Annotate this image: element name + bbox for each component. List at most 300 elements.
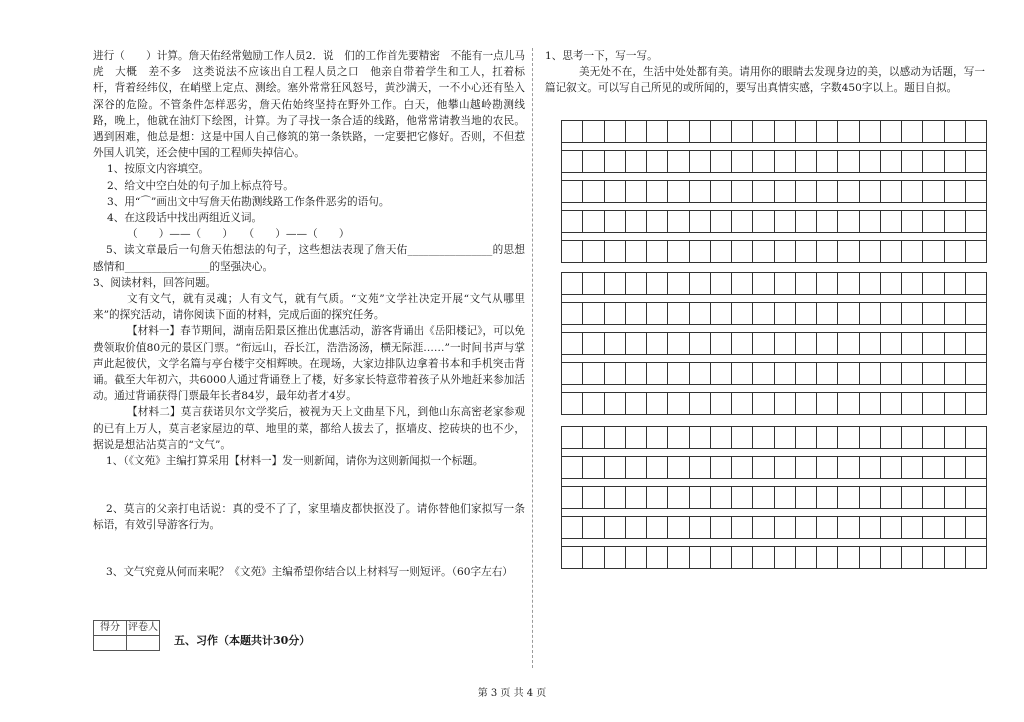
grid-cell[interactable] bbox=[881, 241, 902, 263]
grid-cell[interactable] bbox=[690, 457, 711, 479]
grid-cell[interactable] bbox=[562, 393, 583, 415]
grid-cell[interactable] bbox=[647, 303, 668, 325]
grid-cell[interactable] bbox=[562, 517, 583, 539]
grid-cell[interactable] bbox=[753, 273, 774, 295]
grid-cell[interactable] bbox=[583, 211, 604, 233]
grid-cell[interactable] bbox=[860, 427, 881, 449]
grid-cell[interactable] bbox=[753, 333, 774, 355]
grid-cell[interactable] bbox=[626, 181, 647, 203]
grid-cell[interactable] bbox=[647, 151, 668, 173]
grid-cell[interactable] bbox=[562, 457, 583, 479]
grid-cell[interactable] bbox=[605, 427, 626, 449]
grid-cell[interactable] bbox=[817, 333, 838, 355]
grid-cell[interactable] bbox=[923, 457, 944, 479]
grid-cell[interactable] bbox=[860, 547, 881, 569]
grid-cell[interactable] bbox=[902, 241, 923, 263]
grid-cell[interactable] bbox=[711, 517, 732, 539]
writing-grid[interactable] bbox=[561, 120, 987, 263]
grid-cell[interactable] bbox=[668, 393, 689, 415]
grid-cell[interactable] bbox=[647, 121, 668, 143]
grid-cell[interactable] bbox=[690, 273, 711, 295]
grid-cell[interactable] bbox=[923, 303, 944, 325]
grid-cell[interactable] bbox=[753, 151, 774, 173]
grid-cell[interactable] bbox=[711, 181, 732, 203]
grid-cell[interactable] bbox=[668, 363, 689, 385]
grid-cell[interactable] bbox=[583, 151, 604, 173]
grid-cell[interactable] bbox=[838, 151, 859, 173]
grid-cell[interactable] bbox=[647, 517, 668, 539]
grid-cell[interactable] bbox=[583, 303, 604, 325]
grid-cell[interactable] bbox=[860, 393, 881, 415]
grid-cell[interactable] bbox=[945, 333, 966, 355]
grid-cell[interactable] bbox=[945, 181, 966, 203]
grid-cell[interactable] bbox=[647, 181, 668, 203]
grid-cell[interactable] bbox=[860, 487, 881, 509]
grid-cell[interactable] bbox=[945, 427, 966, 449]
grid-cell[interactable] bbox=[775, 211, 796, 233]
grid-cell[interactable] bbox=[668, 517, 689, 539]
grid-cell[interactable] bbox=[945, 241, 966, 263]
grid-cell[interactable] bbox=[583, 273, 604, 295]
grid-cell[interactable] bbox=[796, 393, 817, 415]
grid-cell[interactable] bbox=[562, 181, 583, 203]
grid-cell[interactable] bbox=[753, 303, 774, 325]
grid-cell[interactable] bbox=[796, 487, 817, 509]
grid-cell[interactable] bbox=[583, 487, 604, 509]
grid-cell[interactable] bbox=[562, 273, 583, 295]
grid-cell[interactable] bbox=[690, 363, 711, 385]
grid-cell[interactable] bbox=[605, 393, 626, 415]
grid-cell[interactable] bbox=[626, 547, 647, 569]
grid-cell[interactable] bbox=[923, 121, 944, 143]
grid-cell[interactable] bbox=[668, 211, 689, 233]
grid-cell[interactable] bbox=[945, 547, 966, 569]
grid-cell[interactable] bbox=[796, 151, 817, 173]
grid-cell[interactable] bbox=[690, 547, 711, 569]
grid-cell[interactable] bbox=[732, 427, 753, 449]
writing-grid[interactable] bbox=[561, 272, 987, 415]
grid-cell[interactable] bbox=[668, 121, 689, 143]
grid-cell[interactable] bbox=[796, 363, 817, 385]
grid-cell[interactable] bbox=[945, 363, 966, 385]
grid-cell[interactable] bbox=[796, 273, 817, 295]
grid-cell[interactable] bbox=[817, 181, 838, 203]
grid-cell[interactable] bbox=[732, 151, 753, 173]
grid-cell[interactable] bbox=[605, 517, 626, 539]
grid-cell[interactable] bbox=[860, 273, 881, 295]
grid-cell[interactable] bbox=[711, 211, 732, 233]
grid-cell[interactable] bbox=[583, 363, 604, 385]
grid-cell[interactable] bbox=[881, 151, 902, 173]
grid-cell[interactable] bbox=[796, 211, 817, 233]
grid-cell[interactable] bbox=[732, 181, 753, 203]
grid-cell[interactable] bbox=[562, 241, 583, 263]
grid-cell[interactable] bbox=[605, 333, 626, 355]
grid-cell[interactable] bbox=[626, 303, 647, 325]
grid-cell[interactable] bbox=[817, 241, 838, 263]
grid-cell[interactable] bbox=[753, 211, 774, 233]
grid-cell[interactable] bbox=[966, 273, 987, 295]
grid-cell[interactable] bbox=[605, 363, 626, 385]
grid-cell[interactable] bbox=[796, 457, 817, 479]
grid-cell[interactable] bbox=[626, 273, 647, 295]
grid-cell[interactable] bbox=[945, 273, 966, 295]
grid-cell[interactable] bbox=[838, 363, 859, 385]
grid-cell[interactable] bbox=[966, 457, 987, 479]
grid-cell[interactable] bbox=[945, 303, 966, 325]
grid-cell[interactable] bbox=[775, 363, 796, 385]
grid-cell[interactable] bbox=[902, 303, 923, 325]
grid-cell[interactable] bbox=[668, 151, 689, 173]
grid-cell[interactable] bbox=[690, 151, 711, 173]
grid-cell[interactable] bbox=[647, 547, 668, 569]
grid-cell[interactable] bbox=[796, 121, 817, 143]
grid-cell[interactable] bbox=[817, 121, 838, 143]
grid-cell[interactable] bbox=[817, 427, 838, 449]
grid-cell[interactable] bbox=[796, 181, 817, 203]
grid-cell[interactable] bbox=[838, 517, 859, 539]
grid-cell[interactable] bbox=[775, 241, 796, 263]
grid-cell[interactable] bbox=[902, 487, 923, 509]
grid-cell[interactable] bbox=[775, 151, 796, 173]
grid-cell[interactable] bbox=[732, 273, 753, 295]
grid-cell[interactable] bbox=[817, 487, 838, 509]
grid-cell[interactable] bbox=[838, 181, 859, 203]
grid-cell[interactable] bbox=[690, 211, 711, 233]
grid-cell[interactable] bbox=[732, 517, 753, 539]
grid-cell[interactable] bbox=[923, 363, 944, 385]
grid-cell[interactable] bbox=[605, 121, 626, 143]
grid-cell[interactable] bbox=[923, 393, 944, 415]
grid-cell[interactable] bbox=[583, 333, 604, 355]
grid-cell[interactable] bbox=[583, 393, 604, 415]
grid-cell[interactable] bbox=[860, 181, 881, 203]
grid-cell[interactable] bbox=[605, 181, 626, 203]
grid-cell[interactable] bbox=[966, 547, 987, 569]
grid-cell[interactable] bbox=[605, 241, 626, 263]
grid-cell[interactable] bbox=[902, 517, 923, 539]
grid-cell[interactable] bbox=[583, 427, 604, 449]
grid-cell[interactable] bbox=[966, 151, 987, 173]
grid-cell[interactable] bbox=[583, 547, 604, 569]
grid-cell[interactable] bbox=[711, 273, 732, 295]
grid-cell[interactable] bbox=[966, 121, 987, 143]
grid-cell[interactable] bbox=[732, 363, 753, 385]
grid-cell[interactable] bbox=[562, 427, 583, 449]
grid-cell[interactable] bbox=[732, 393, 753, 415]
grid-cell[interactable] bbox=[605, 211, 626, 233]
grid-cell[interactable] bbox=[817, 151, 838, 173]
grid-cell[interactable] bbox=[668, 487, 689, 509]
grid-cell[interactable] bbox=[775, 333, 796, 355]
grid-cell[interactable] bbox=[966, 427, 987, 449]
grid-cell[interactable] bbox=[753, 517, 774, 539]
grid-cell[interactable] bbox=[902, 363, 923, 385]
grid-cell[interactable] bbox=[881, 363, 902, 385]
grid-cell[interactable] bbox=[838, 487, 859, 509]
grid-cell[interactable] bbox=[690, 427, 711, 449]
grid-cell[interactable] bbox=[775, 457, 796, 479]
grid-cell[interactable] bbox=[881, 517, 902, 539]
grid-cell[interactable] bbox=[562, 333, 583, 355]
grid-cell[interactable] bbox=[817, 393, 838, 415]
grid-cell[interactable] bbox=[881, 303, 902, 325]
grid-cell[interactable] bbox=[838, 303, 859, 325]
grid-cell[interactable] bbox=[690, 333, 711, 355]
grid-cell[interactable] bbox=[881, 547, 902, 569]
grid-cell[interactable] bbox=[923, 273, 944, 295]
grid-cell[interactable] bbox=[647, 363, 668, 385]
grid-cell[interactable] bbox=[732, 211, 753, 233]
grid-cell[interactable] bbox=[753, 121, 774, 143]
grid-cell[interactable] bbox=[690, 121, 711, 143]
grid-cell[interactable] bbox=[775, 427, 796, 449]
grid-cell[interactable] bbox=[668, 547, 689, 569]
grid-cell[interactable] bbox=[838, 427, 859, 449]
grid-cell[interactable] bbox=[647, 241, 668, 263]
grid-cell[interactable] bbox=[860, 457, 881, 479]
grid-cell[interactable] bbox=[817, 273, 838, 295]
grid-cell[interactable] bbox=[966, 303, 987, 325]
grid-cell[interactable] bbox=[732, 303, 753, 325]
grid-cell[interactable] bbox=[796, 517, 817, 539]
grid-cell[interactable] bbox=[902, 181, 923, 203]
grid-cell[interactable] bbox=[860, 333, 881, 355]
grid-cell[interactable] bbox=[838, 121, 859, 143]
grid-cell[interactable] bbox=[881, 211, 902, 233]
grid-cell[interactable] bbox=[902, 393, 923, 415]
grid-cell[interactable] bbox=[775, 517, 796, 539]
grid-cell[interactable] bbox=[753, 241, 774, 263]
grid-cell[interactable] bbox=[647, 333, 668, 355]
grid-cell[interactable] bbox=[923, 547, 944, 569]
grid-cell[interactable] bbox=[902, 333, 923, 355]
grid-cell[interactable] bbox=[753, 547, 774, 569]
grid-cell[interactable] bbox=[583, 121, 604, 143]
grid-cell[interactable] bbox=[605, 273, 626, 295]
grid-cell[interactable] bbox=[711, 427, 732, 449]
grid-cell[interactable] bbox=[817, 547, 838, 569]
grid-cell[interactable] bbox=[562, 151, 583, 173]
grid-cell[interactable] bbox=[647, 457, 668, 479]
grid-cell[interactable] bbox=[796, 547, 817, 569]
grid-cell[interactable] bbox=[668, 273, 689, 295]
grid-cell[interactable] bbox=[711, 487, 732, 509]
grid-cell[interactable] bbox=[626, 363, 647, 385]
grid-cell[interactable] bbox=[690, 241, 711, 263]
grid-cell[interactable] bbox=[647, 393, 668, 415]
grid-cell[interactable] bbox=[775, 181, 796, 203]
grid-cell[interactable] bbox=[966, 333, 987, 355]
grid-cell[interactable] bbox=[562, 211, 583, 233]
grid-cell[interactable] bbox=[838, 393, 859, 415]
grid-cell[interactable] bbox=[860, 241, 881, 263]
grid-cell[interactable] bbox=[881, 333, 902, 355]
grid-cell[interactable] bbox=[860, 151, 881, 173]
grid-cell[interactable] bbox=[923, 517, 944, 539]
grid-cell[interactable] bbox=[838, 211, 859, 233]
grid-cell[interactable] bbox=[668, 457, 689, 479]
grid-cell[interactable] bbox=[626, 211, 647, 233]
grid-cell[interactable] bbox=[605, 151, 626, 173]
grid-cell[interactable] bbox=[923, 333, 944, 355]
grid-cell[interactable] bbox=[626, 427, 647, 449]
grid-cell[interactable] bbox=[796, 241, 817, 263]
grid-cell[interactable] bbox=[583, 241, 604, 263]
grid-cell[interactable] bbox=[753, 363, 774, 385]
grid-cell[interactable] bbox=[626, 393, 647, 415]
grid-cell[interactable] bbox=[945, 211, 966, 233]
grid-cell[interactable] bbox=[796, 333, 817, 355]
grid-cell[interactable] bbox=[775, 121, 796, 143]
grid-cell[interactable] bbox=[753, 393, 774, 415]
grid-cell[interactable] bbox=[690, 517, 711, 539]
grid-cell[interactable] bbox=[711, 393, 732, 415]
grid-cell[interactable] bbox=[881, 121, 902, 143]
grid-cell[interactable] bbox=[817, 303, 838, 325]
grid-cell[interactable] bbox=[945, 151, 966, 173]
grid-cell[interactable] bbox=[647, 427, 668, 449]
grid-cell[interactable] bbox=[711, 333, 732, 355]
grid-cell[interactable] bbox=[923, 487, 944, 509]
grid-cell[interactable] bbox=[860, 121, 881, 143]
grid-cell[interactable] bbox=[711, 303, 732, 325]
grid-cell[interactable] bbox=[838, 457, 859, 479]
grid-cell[interactable] bbox=[668, 181, 689, 203]
grid-cell[interactable] bbox=[902, 211, 923, 233]
grid-cell[interactable] bbox=[881, 273, 902, 295]
grid-cell[interactable] bbox=[626, 241, 647, 263]
grid-cell[interactable] bbox=[605, 547, 626, 569]
grid-cell[interactable] bbox=[605, 487, 626, 509]
grid-cell[interactable] bbox=[626, 333, 647, 355]
grid-cell[interactable] bbox=[923, 181, 944, 203]
grid-cell[interactable] bbox=[923, 241, 944, 263]
grid-cell[interactable] bbox=[817, 363, 838, 385]
grid-cell[interactable] bbox=[711, 547, 732, 569]
grid-cell[interactable] bbox=[583, 517, 604, 539]
grid-cell[interactable] bbox=[583, 457, 604, 479]
grid-cell[interactable] bbox=[966, 241, 987, 263]
grid-cell[interactable] bbox=[881, 487, 902, 509]
grid-cell[interactable] bbox=[732, 333, 753, 355]
grid-cell[interactable] bbox=[966, 363, 987, 385]
grid-cell[interactable] bbox=[966, 517, 987, 539]
grid-cell[interactable] bbox=[966, 211, 987, 233]
grid-cell[interactable] bbox=[860, 517, 881, 539]
grid-cell[interactable] bbox=[605, 457, 626, 479]
grid-cell[interactable] bbox=[817, 517, 838, 539]
grid-cell[interactable] bbox=[775, 393, 796, 415]
grid-cell[interactable] bbox=[817, 457, 838, 479]
grid-cell[interactable] bbox=[775, 547, 796, 569]
grid-cell[interactable] bbox=[753, 181, 774, 203]
grid-cell[interactable] bbox=[626, 457, 647, 479]
grid-cell[interactable] bbox=[902, 121, 923, 143]
grid-cell[interactable] bbox=[923, 211, 944, 233]
grid-cell[interactable] bbox=[626, 487, 647, 509]
grid-cell[interactable] bbox=[626, 151, 647, 173]
grid-cell[interactable] bbox=[775, 487, 796, 509]
grid-cell[interactable] bbox=[881, 393, 902, 415]
grid-cell[interactable] bbox=[732, 457, 753, 479]
grid-cell[interactable] bbox=[647, 487, 668, 509]
grid-cell[interactable] bbox=[796, 303, 817, 325]
grid-cell[interactable] bbox=[860, 363, 881, 385]
grid-cell[interactable] bbox=[923, 151, 944, 173]
grid-cell[interactable] bbox=[902, 547, 923, 569]
grid-cell[interactable] bbox=[732, 547, 753, 569]
grid-cell[interactable] bbox=[732, 241, 753, 263]
grid-cell[interactable] bbox=[945, 517, 966, 539]
grid-cell[interactable] bbox=[838, 333, 859, 355]
grid-cell[interactable] bbox=[817, 211, 838, 233]
grid-cell[interactable] bbox=[838, 273, 859, 295]
grid-cell[interactable] bbox=[860, 303, 881, 325]
grid-cell[interactable] bbox=[775, 273, 796, 295]
grid-cell[interactable] bbox=[647, 273, 668, 295]
grid-cell[interactable] bbox=[945, 393, 966, 415]
grid-cell[interactable] bbox=[605, 303, 626, 325]
grid-cell[interactable] bbox=[711, 151, 732, 173]
grader-cell[interactable] bbox=[127, 636, 160, 651]
score-cell[interactable] bbox=[94, 636, 127, 651]
grid-cell[interactable] bbox=[902, 273, 923, 295]
grid-cell[interactable] bbox=[690, 181, 711, 203]
grid-cell[interactable] bbox=[945, 487, 966, 509]
grid-cell[interactable] bbox=[902, 427, 923, 449]
grid-cell[interactable] bbox=[647, 211, 668, 233]
grid-cell[interactable] bbox=[690, 303, 711, 325]
grid-cell[interactable] bbox=[711, 121, 732, 143]
grid-cell[interactable] bbox=[753, 427, 774, 449]
grid-cell[interactable] bbox=[732, 121, 753, 143]
grid-cell[interactable] bbox=[711, 363, 732, 385]
grid-cell[interactable] bbox=[626, 121, 647, 143]
grid-cell[interactable] bbox=[668, 303, 689, 325]
grid-cell[interactable] bbox=[583, 181, 604, 203]
grid-cell[interactable] bbox=[966, 181, 987, 203]
grid-cell[interactable] bbox=[562, 121, 583, 143]
grid-cell[interactable] bbox=[881, 457, 902, 479]
grid-cell[interactable] bbox=[668, 427, 689, 449]
grid-cell[interactable] bbox=[690, 393, 711, 415]
grid-cell[interactable] bbox=[711, 241, 732, 263]
grid-cell[interactable] bbox=[902, 151, 923, 173]
grid-cell[interactable] bbox=[966, 487, 987, 509]
grid-cell[interactable] bbox=[881, 427, 902, 449]
grid-cell[interactable] bbox=[966, 393, 987, 415]
grid-cell[interactable] bbox=[626, 517, 647, 539]
grid-cell[interactable] bbox=[796, 427, 817, 449]
grid-cell[interactable] bbox=[860, 211, 881, 233]
grid-cell[interactable] bbox=[945, 121, 966, 143]
grid-cell[interactable] bbox=[838, 241, 859, 263]
grid-cell[interactable] bbox=[562, 303, 583, 325]
grid-cell[interactable] bbox=[838, 547, 859, 569]
grid-cell[interactable] bbox=[668, 333, 689, 355]
grid-cell[interactable] bbox=[923, 427, 944, 449]
grid-cell[interactable] bbox=[562, 487, 583, 509]
grid-cell[interactable] bbox=[562, 363, 583, 385]
writing-grid[interactable] bbox=[561, 426, 987, 569]
grid-cell[interactable] bbox=[562, 547, 583, 569]
grid-cell[interactable] bbox=[668, 241, 689, 263]
grid-cell[interactable] bbox=[732, 487, 753, 509]
grid-cell[interactable] bbox=[945, 457, 966, 479]
grid-cell[interactable] bbox=[881, 181, 902, 203]
grid-cell[interactable] bbox=[690, 487, 711, 509]
